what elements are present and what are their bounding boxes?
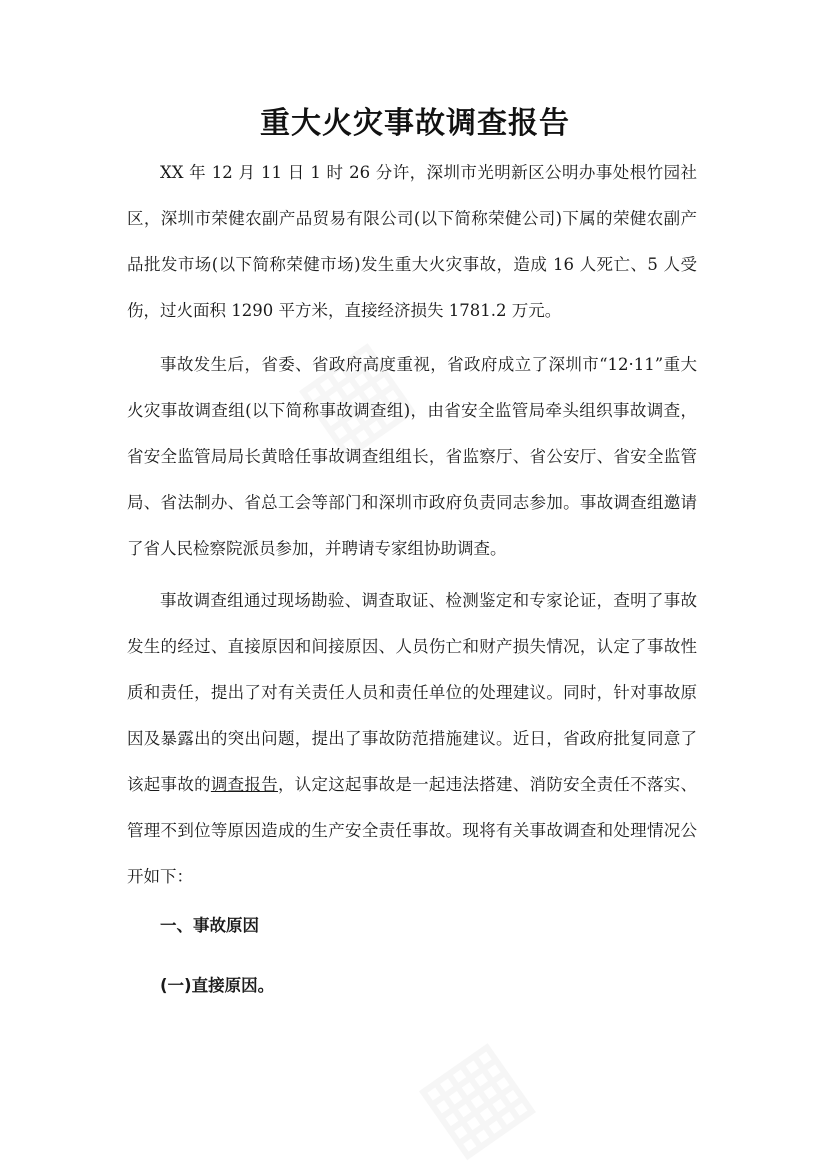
paragraph-2: 事故发生后，省委、省政府高度重视，省政府成立了深圳市“12·11”重大火灾事故调查组(以下简称事故调查组)，由省安全监管局牵头组织事故调查，省安全监管局局长黄晗任事故调查组组长，省监察厅、省公安厅、省安全监管局、省法制办、省总工会等部门和深圳市政府负责同志参加。事故调查组邀请了省人民检察院派员参加，并聘请专家组协助调查。 [127, 355, 697, 558]
paragraph-3-text-before: 事故调查组通过现场勘验、调查取证、检测鉴定和专家论证，查明了事故发生的经过、直接原因和间接原因、人员伤亡和财产损失情况，认定了事故性质和责任，提出了对有关责任人员和责任单位的处理建议。同时，针对事故原因及暴露出的突出问题，提出了事故防范措施建议。近日，省政府批复同意了该起事故的 [127, 591, 697, 794]
report-link[interactable]: 调查报告 [210, 775, 278, 794]
document-title: 重大火灾事故调查报告 [260, 106, 570, 141]
watermark [393, 1012, 552, 1176]
paragraph-3-text-after: ，认定这起事故是一起违法搭建、消防安全责任不落实、管理不到位等原因造成的生产安全责任事故。现将有关事故调查和处理情况公开如下： [127, 775, 698, 886]
paragraph-1: XX 年 12 月 11 日 1 时 26 分许，深圳市光明新区公明办事处根竹园社区，深圳市荣健农副产品贸易有限公司(以下简称荣健公司)下属的荣健农副产品批发市场(以下简称荣健市场)发生重大火灾事故，造成 16 人死亡、5 人受伤，过火面积 1290 平方米，直接经济损失 1781.2 万元。 [127, 163, 697, 320]
subsection-heading-direct-cause: (一)直接原因。 [160, 976, 275, 995]
section-heading-cause: 一、事故原因 [160, 916, 259, 935]
paragraph-3 [127, 578, 697, 900]
